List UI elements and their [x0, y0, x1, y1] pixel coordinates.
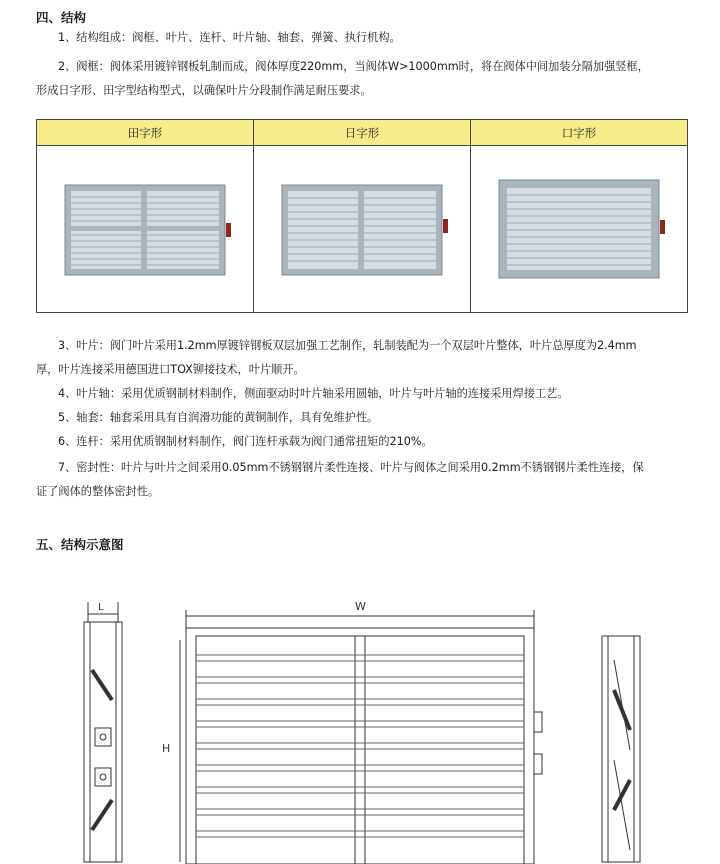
para-5: 5、轴套：轴套采用具有自润滑功能的黄铜制作，具有免维护性。 [58, 411, 379, 424]
para-2-line-2: 形成日字形、田字型结构型式，以确保叶片分段制作满足耐压要求。 [36, 84, 372, 97]
damper-photo-ri [272, 179, 452, 279]
damper-photo-tian [55, 179, 235, 279]
side-view-left [84, 602, 122, 862]
para-6: 6、连杆：采用优质钢制材料制作，阀门连杆承载为阀门通常扭矩的210%。 [58, 435, 433, 448]
side-view-right [602, 636, 640, 862]
section-5-title: 五、结构示意图 [36, 537, 124, 552]
para-3-line-1: 3、叶片：阀门叶片采用1.2mm厚镀锌钢板双层加强工艺制作，轧制装配为一个双层叶片整体，叶片总厚度为2.4mm [58, 339, 637, 352]
label-w: W [355, 600, 366, 613]
para-2-line-1: 2、阀框：阀体采用镀锌钢板轧制而成，阀体厚度220mm，当阀体W>1000mm时，将在阀体中间加装分隔加强竖框， [58, 60, 649, 73]
para-7-line-1: 7、密封性：叶片与叶片之间采用0.05mm不锈钢钢片柔性连接、叶片与阀体之间采用0.2mm不锈钢钢片柔性连接，保 [58, 461, 644, 474]
section-4-title: 四、结构 [36, 10, 87, 25]
para-3 [36, 334, 688, 382]
para-2 [36, 55, 688, 103]
front-view [162, 600, 542, 864]
label-l: L [98, 602, 104, 613]
para-4: 4、叶片轴：采用优质钢制材料制作，侧面驱动时叶片轴采用圆轴，叶片与叶片轴的连接采用焊接工艺。 [58, 387, 569, 400]
type-header-ri: 日字形 [254, 120, 471, 146]
photo-cell-ri [254, 146, 471, 313]
structure-diagram [0, 560, 720, 864]
type-header-kou: 口字形 [471, 120, 688, 146]
para-3-line-2: 厚，叶片连接采用德国进口TOX铆接技术，叶片顺开。 [36, 363, 305, 376]
photo-cell-tian [37, 146, 254, 313]
type-header-tian: 田字形 [37, 120, 254, 146]
damper-photo-kou [489, 174, 669, 284]
para-7-line-2: 证了阀体的整体密封性。 [36, 485, 160, 498]
para-1: 1、结构组成：阀框、叶片、连杆、叶片轴、轴套、弹簧、执行机构。 [58, 31, 401, 44]
photo-cell-kou [471, 146, 688, 313]
para-7 [36, 456, 688, 504]
label-h: H [162, 742, 171, 755]
frame-type-table [36, 119, 688, 313]
